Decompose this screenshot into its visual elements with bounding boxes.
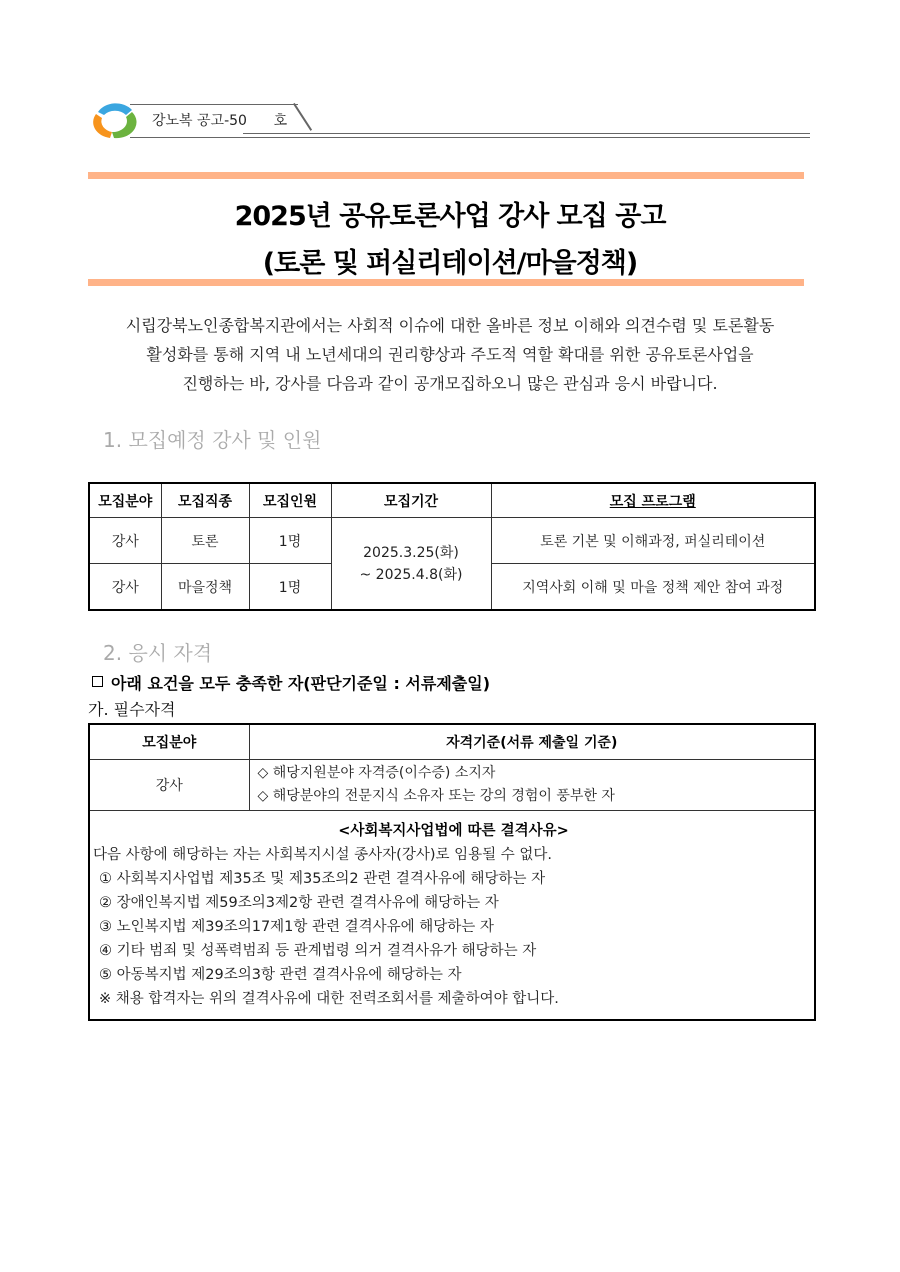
disqualification-item: ① 사회복지사업법 제35조 및 제35조의2 관련 결격사유에 해당하는 자 [99, 871, 546, 887]
disqualification-intro: 다음 사항에 해당하는 자는 사회복지시설 종사자(강사)로 임용될 수 없다. [93, 847, 552, 863]
cell-type: 마을정책 [161, 564, 249, 611]
header-count: 모집인원 [249, 483, 331, 518]
section-heading-positions: 1. 모집예정 강사 및 인원 [103, 428, 322, 452]
period-start: 2025.3.25(화) [363, 544, 459, 561]
condition-text: 아래 요건을 모두 충족한 자(판단기준일 : 서류제출일) [111, 674, 491, 693]
recruitment-table [88, 482, 816, 611]
table-header-row [89, 724, 815, 760]
table-row [89, 518, 815, 564]
header-field: 모집분야 [89, 724, 249, 760]
intro-line: 진행하는 바, 강사를 다음과 같이 공개모집하오니 많은 관심과 응시 바랍니다. [182, 374, 718, 393]
disqualification-note: ※ 채용 합격자는 위의 결격사유에 대한 전력조회서를 제출하여야 합니다. [99, 991, 559, 1007]
condition-line [92, 671, 490, 694]
square-bullet-icon [92, 676, 103, 687]
title-bottom-bar [88, 279, 804, 286]
header-program: 모집 프로그램 [491, 483, 815, 518]
period-end: ~ 2025.4.8(화) [359, 566, 463, 583]
header-tab-slant [293, 103, 312, 131]
disqualification-title: <사회복지사업법에 따른 결격사유> [338, 823, 569, 839]
intro-line: 시립강북노인종합복지관에서는 사회적 이슈에 대한 올바른 정보 이해와 의견수렴 및 토론활동 [125, 316, 775, 335]
disqualification-item: ② 장애인복지법 제59조의3제2항 관련 결격사유에 해당하는 자 [99, 895, 499, 911]
cell-count: 1명 [249, 564, 331, 611]
header-tab-bottom-line [130, 137, 810, 138]
criteria-item: ◇ 해당분야의 전문지식 소유자 또는 강의 경험이 풍부한 자 [257, 788, 615, 804]
page-title: 2025년 공유토론사업 강사 모집 공고 [234, 201, 666, 232]
qualification-table [88, 723, 816, 1021]
notice-number: 강노복 공고-50 호 [152, 113, 288, 129]
cell-field: 강사 [89, 760, 249, 811]
disqualification-item: ④ 기타 범죄 및 성폭력범죄 등 관계법령 의거 결격사유가 해당하는 자 [99, 943, 537, 959]
intro-line: 활성화를 통해 지역 내 노년세대의 권리향상과 주도적 역할 확대를 위한 공유토론사업을 [146, 345, 754, 364]
cell-field: 강사 [89, 518, 161, 564]
cell-field: 강사 [89, 564, 161, 611]
section-heading-qualifications: 2. 응시 자격 [103, 641, 213, 665]
cell-period [331, 518, 491, 611]
required-qualifications-label: 가. 필수자격 [88, 700, 176, 719]
header-period: 모집기간 [331, 483, 491, 518]
disqualification-cell [89, 811, 815, 1021]
table-row [89, 760, 815, 811]
criteria-item: ◇ 해당지원분야 자격증(이수증) 소지자 [257, 765, 496, 781]
cell-program: 지역사회 이해 및 마을 정책 제안 참여 과정 [491, 564, 815, 611]
cell-program: 토론 기본 및 이해과정, 퍼실리테이션 [491, 518, 815, 564]
intro-paragraph [90, 311, 810, 398]
header-field: 모집분야 [89, 483, 161, 518]
cell-criteria [249, 760, 815, 811]
disqualification-item: ③ 노인복지법 제39조의17제1항 관련 결격사유에 해당하는 자 [99, 919, 494, 935]
table-header-row [89, 483, 815, 518]
cell-type: 토론 [161, 518, 249, 564]
page-subtitle: (토론 및 퍼실리테이션/마을정책) [262, 248, 638, 279]
disqualification-row [89, 811, 815, 1021]
title-top-bar [88, 172, 804, 179]
header-type: 모집직종 [161, 483, 249, 518]
agency-logo-icon [88, 100, 140, 142]
disqualification-item: ⑤ 아동복지법 제29조의3항 관련 결격사유에 해당하는 자 [99, 967, 462, 983]
cell-count: 1명 [249, 518, 331, 564]
header-criteria: 자격기준(서류 제출일 기준) [249, 724, 815, 760]
header-tab-top-line [130, 104, 298, 105]
header-rule [243, 133, 810, 134]
